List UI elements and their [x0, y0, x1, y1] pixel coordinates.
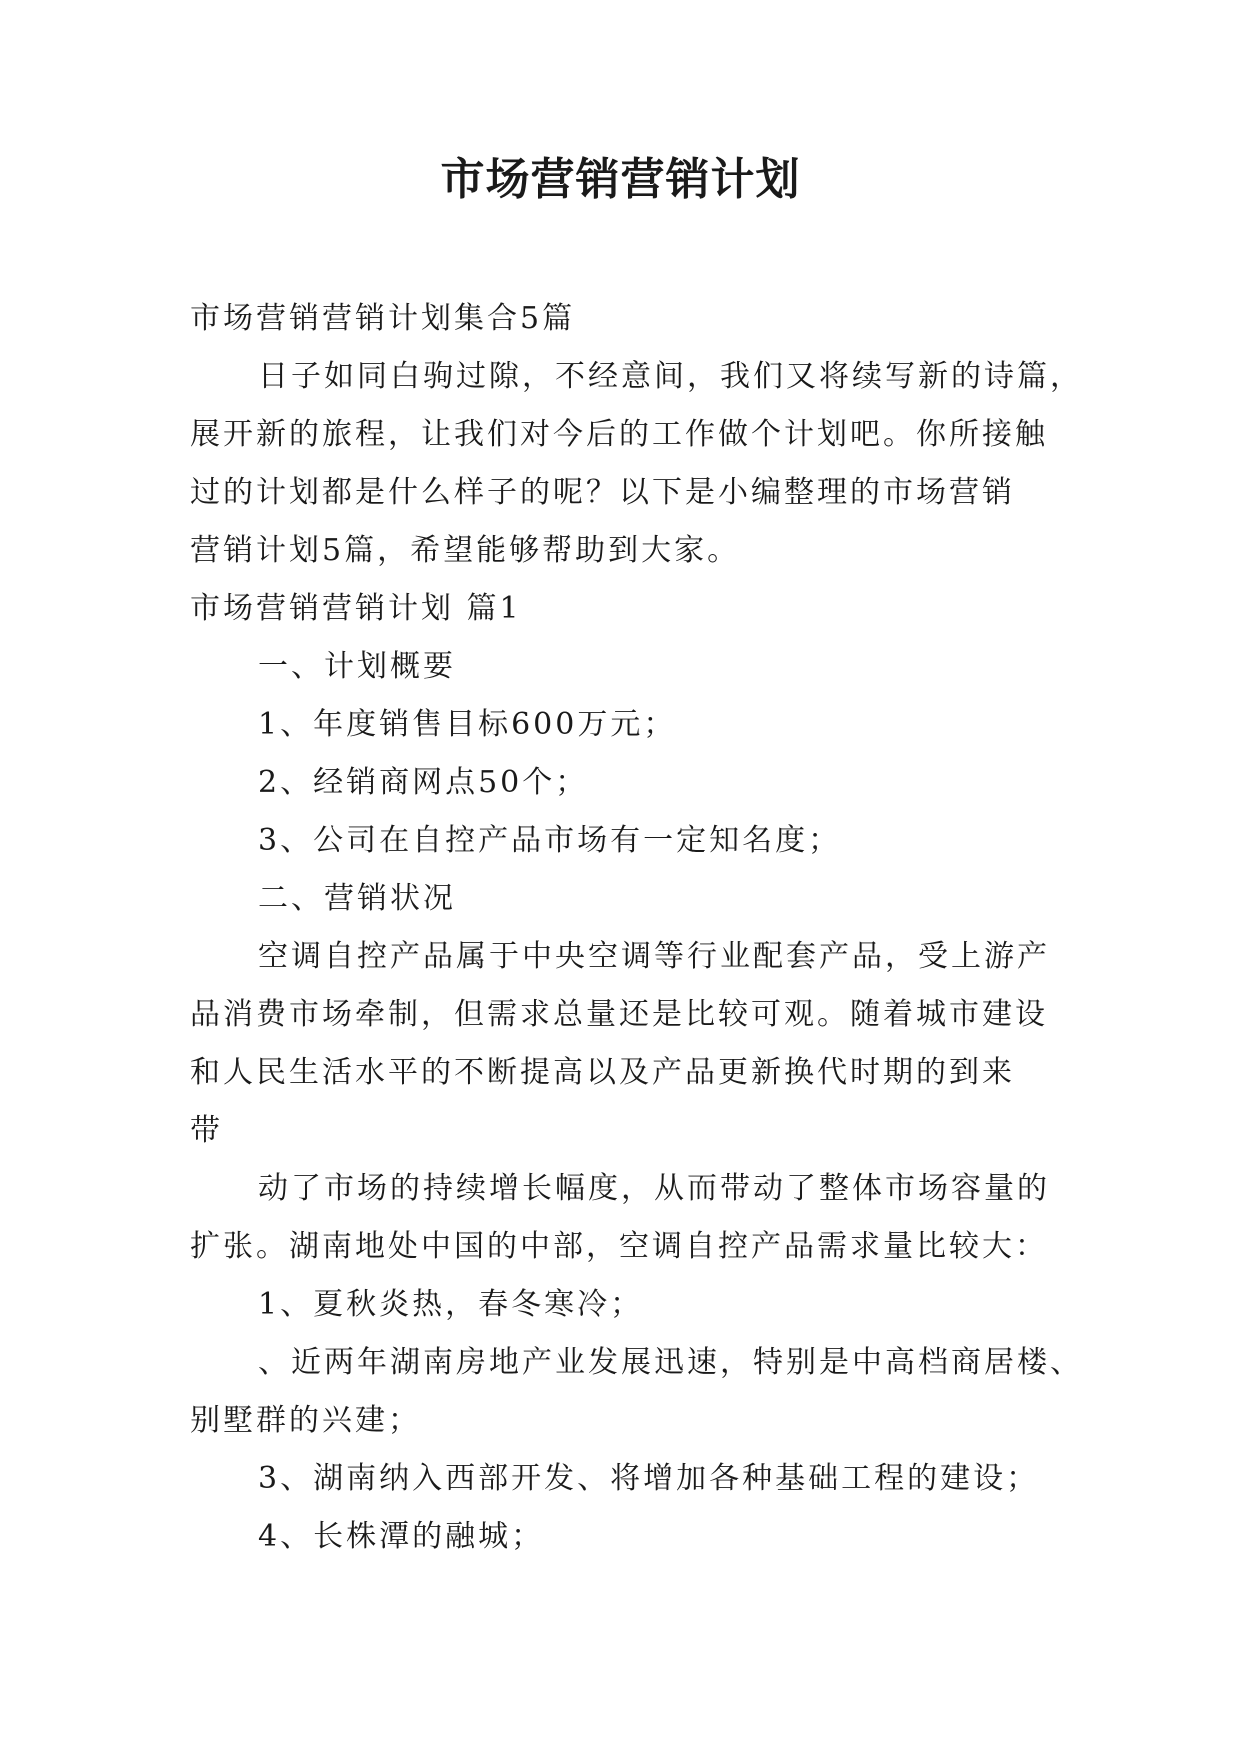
list-item: 3、湖南纳入西部开发、将增加各种基础工程的建设；	[258, 1461, 1040, 1496]
document-body	[190, 290, 1083, 1566]
list-item: 别墅群的兴建；	[190, 1403, 421, 1438]
paragraph-line: 营销计划5篇，希望能够帮助到大家。	[190, 533, 741, 568]
list-item: 1、年度销售目标600万元；	[258, 707, 677, 742]
subheading-line: 一、计划概要	[258, 649, 456, 684]
section-heading: 市场营销营销计划 篇1	[190, 591, 522, 626]
list-item: 3、公司在自控产品市场有一定知名度；	[258, 823, 842, 858]
paragraph-line: 展开新的旅程，让我们对今后的工作做个计划吧。你所接触	[190, 417, 1048, 452]
list-item: 1、夏秋炎热，春冬寒冷；	[258, 1287, 644, 1322]
paragraph-line: 带	[190, 1113, 223, 1148]
list-item: 4、长株潭的融城；	[258, 1519, 545, 1554]
paragraph-line: 和人民生活水平的不断提高以及产品更新换代时期的到来	[190, 1055, 1015, 1090]
list-item: 2、经销商网点50个；	[258, 765, 589, 800]
paragraph-line: 空调自控产品属于中央空调等行业配套产品，受上游产	[258, 939, 1050, 974]
paragraph-line: 扩张。湖南地处中国的中部，空调自控产品需求量比较大：	[190, 1229, 1048, 1264]
paragraph-line: 日子如同白驹过隙，不经意间，我们又将续写新的诗篇，	[258, 359, 1083, 394]
subheading-line: 二、营销状况	[258, 881, 456, 916]
paragraph-line: 动了市场的持续增长幅度，从而带动了整体市场容量的	[258, 1171, 1050, 1206]
list-item: 、近两年湖南房地产业发展迅速，特别是中高档商居楼、	[258, 1345, 1083, 1380]
document-title: 市场营销营销计划	[440, 154, 801, 205]
subtitle-line: 市场营销营销计划集合5篇	[190, 301, 576, 336]
paragraph-line: 过的计划都是什么样子的呢？以下是小编整理的市场营销	[190, 475, 1015, 510]
paragraph-line: 品消费市场牵制，但需求总量还是比较可观。随着城市建设	[190, 997, 1048, 1032]
